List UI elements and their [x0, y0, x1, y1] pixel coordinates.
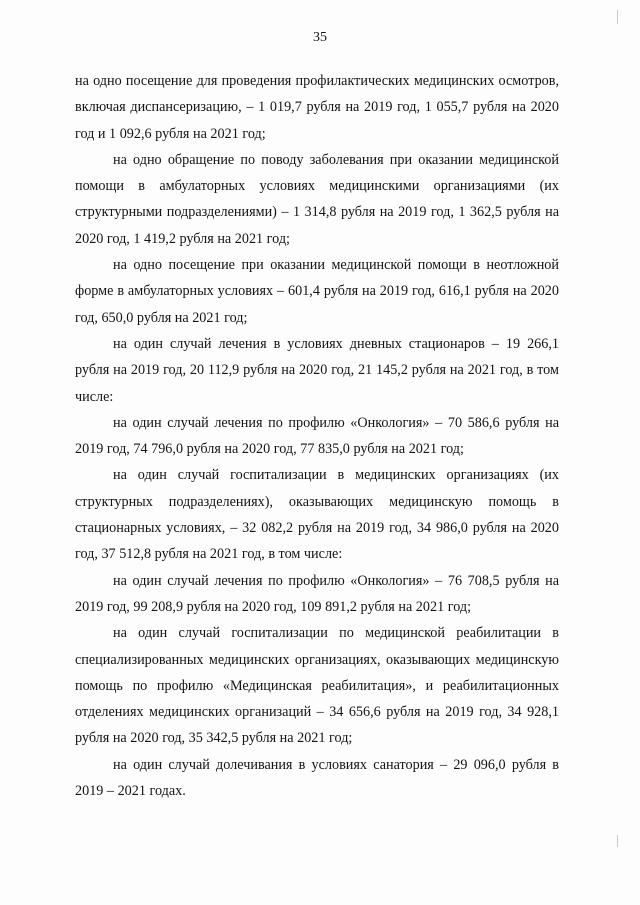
paragraph: на один случай лечения по профилю «Онкология» – 76 708,5 рубля на 2019 год, 99 208,9 рубля на 2020 год, 109 891,2 рубля на 2021 год; [75, 572, 559, 615]
paragraph: на одно посещение для проведения профилактических медицинских осмотров, включая диспансеризацию, – 1 019,7 рубля на 2019 год, 1 055,7 рубля на 2020 год и 1 092,6 рубля на 2021 год; [75, 73, 559, 142]
paragraph: на один случай лечения по профилю «Онкология» – 70 586,6 рубля на 2019 год, 74 796,0 рубля на 2020 год, 77 835,0 рубля на 2021 год; [75, 414, 559, 458]
paragraph: на одно обращение по поводу заболевания при оказании медицинской помощи в амбулаторных условиях медицинскими организациями (их структурными подразделениями) – 1 314,8 рубля на 2019 год, 1 362,5 рубля на 2020 год, 1 419,2 рубля на 2021 год; [75, 151, 559, 247]
paragraph: на один случай лечения в условиях дневных стационаров – 19 266,1 рубля на 2019 год, 20 112,9 рубля на 2020 год, 21 145,2 рубля на 2021 год, в том числе: [75, 335, 559, 405]
paragraph: на один случай госпитализации по медицинской реабилитации в специализированных медицинских организациях, оказывающих медицинскую помощь по профилю «Медицинская реабилитация», и реабилитационных отделениях медицинских организаций – 34 656,6 рубля на 2019 год, 34 928,1 рубля на 2020 год, 35 342,5 рубля на 2021 год; [75, 625, 559, 747]
paragraph: на один случай долечивания в условиях санатория – 29 096,0 рубля в 2019 – 2021 годах. [75, 756, 559, 800]
paragraph: на один случай госпитализации в медицинских организациях (их структурных подразделениях), оказывающих медицинскую помощь в стационарных условиях, – 32 082,2 рубля на 2019 год, 34 986,0 рубля на 2020 год, 37 512,8 рубля на 2021 год, в том числе: [75, 467, 559, 563]
document-body [75, 68, 559, 804]
scan-edge-mark [617, 10, 618, 24]
paragraph: на одно посещение при оказании медицинской помощи в неотложной форме в амбулаторных условиях – 601,4 рубля на 2019 год, 616,1 рубля на 2020 год, 650,0 рубля на 2021 год; [75, 257, 559, 326]
scan-edge-mark [617, 835, 618, 847]
page-number: 35 [313, 30, 327, 45]
